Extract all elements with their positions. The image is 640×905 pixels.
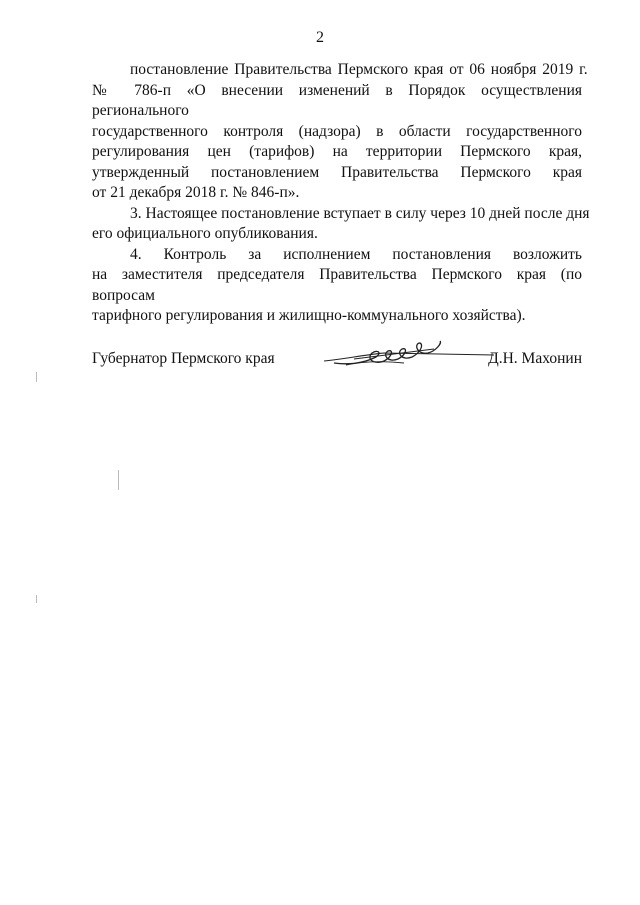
p4-line-2: на заместителя председателя Правительства Пермского края (по вопросам: [92, 266, 582, 304]
p4-line-3: тарифного регулирования и жилищно-коммунального хозяйства).: [92, 307, 526, 324]
p1-line-4: регулирования цен (тарифов) на территории Пермского края,: [92, 143, 582, 160]
handwritten-signature: [324, 339, 494, 379]
p1-line-3: государственного контроля (надзора) в области государственного: [92, 122, 582, 140]
p4-line-1: 4. Контроль за исполнением постановления возложить: [130, 245, 582, 263]
signatory-title: Губернатор Пермского края: [92, 350, 275, 367]
scan-margin-mark: [36, 595, 37, 603]
signature-block: [92, 349, 582, 389]
signatory-name: Д.Н. Махонин: [488, 350, 582, 367]
p1-line-6: от 21 декабря 2018 г. № 846-п».: [92, 184, 300, 201]
p3-line-2: его официального опубликования.: [92, 225, 318, 242]
scan-margin-mark: [118, 470, 119, 490]
page-number: 2: [316, 29, 324, 46]
p3-line-1: 3. Настоящее постановление вступает в силу через 10 дней после дня: [130, 204, 590, 222]
document-body: [92, 60, 590, 327]
p1-line-1: постановление Правительства Пермского края от 06 ноября 2019 г.: [130, 61, 588, 78]
p1-line-5: утвержденный постановлением Правительства Пермского края: [92, 163, 582, 181]
p1-line-2: № 786-п «О внесении изменений в Порядок осуществления регионального: [92, 81, 582, 119]
scan-margin-mark: [36, 372, 37, 382]
